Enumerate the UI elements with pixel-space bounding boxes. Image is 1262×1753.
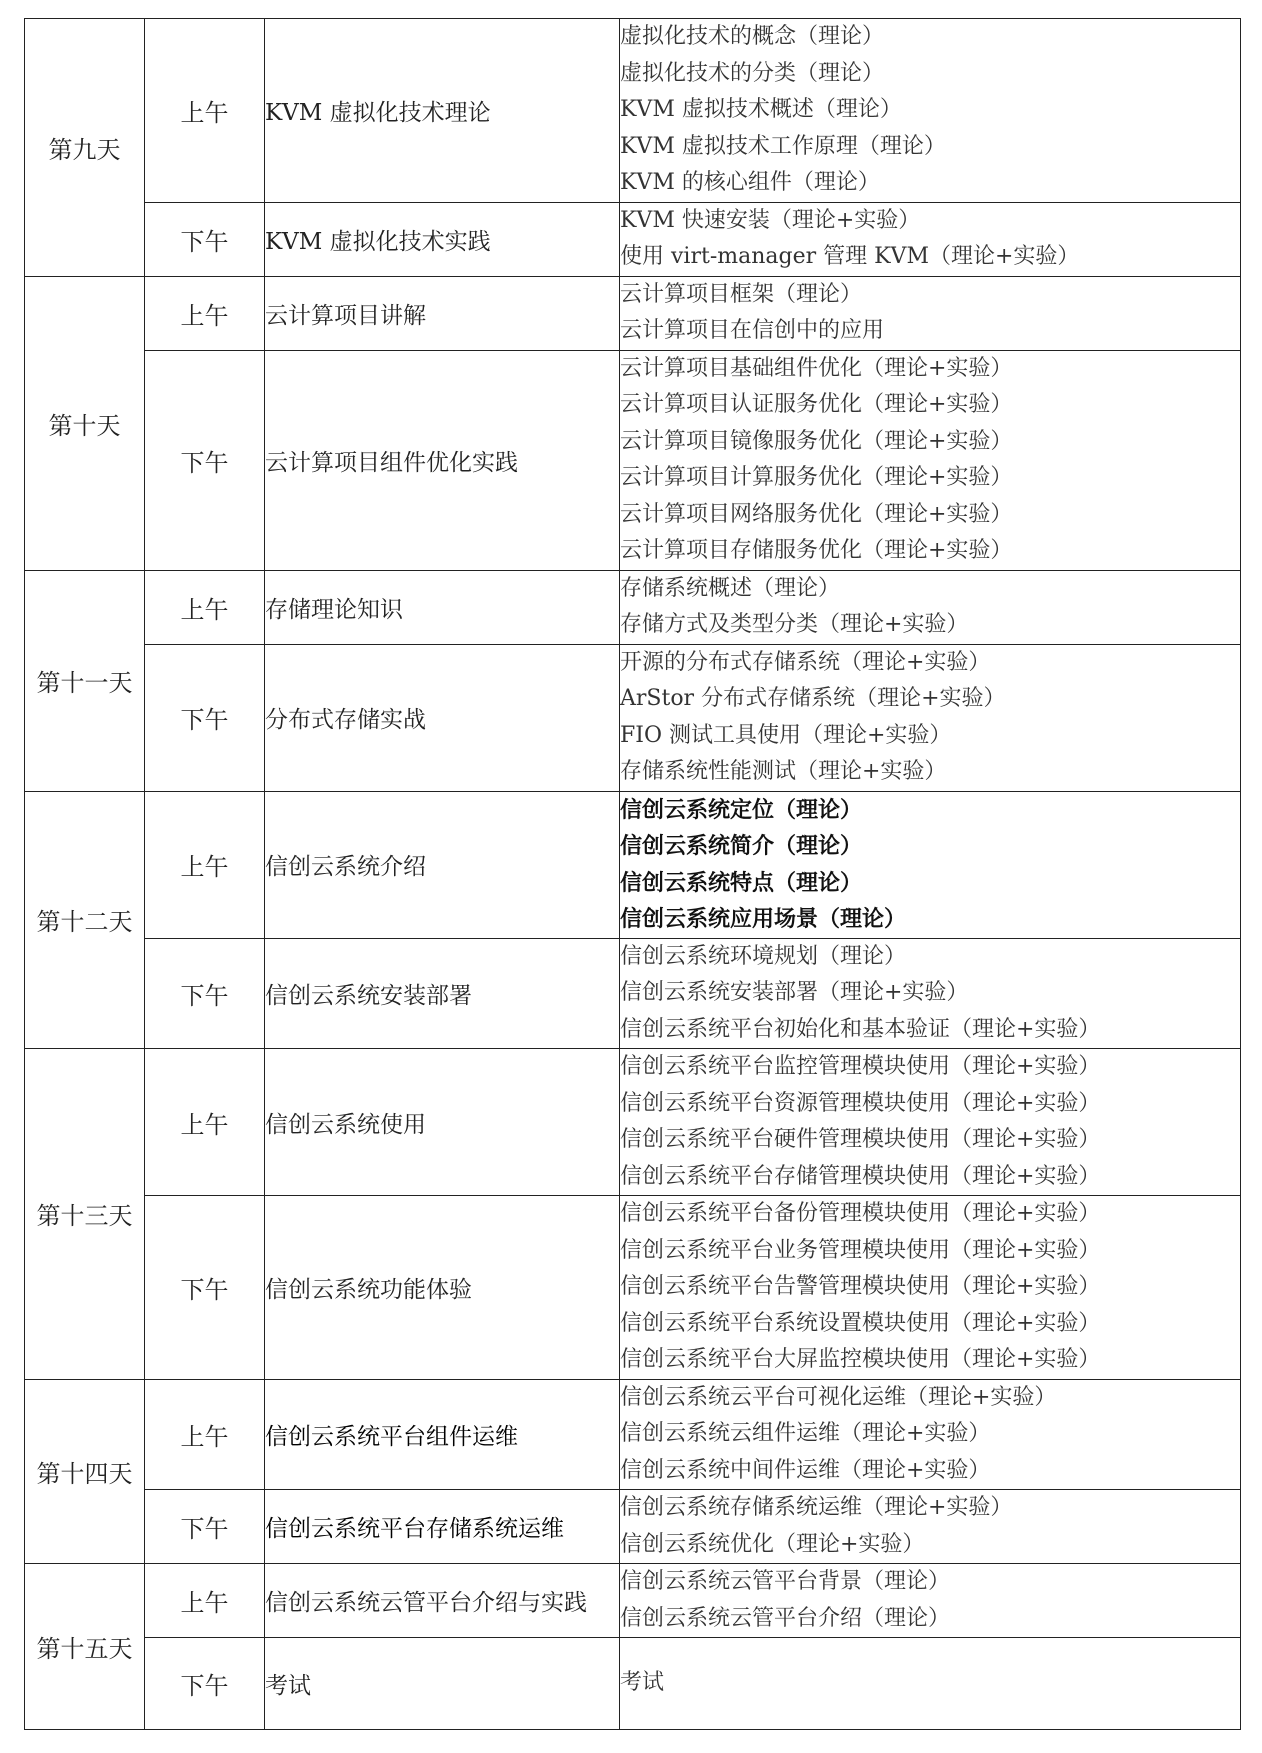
content-item: 信创云系统云管平台介绍（理论） bbox=[620, 1605, 951, 1631]
content-item: 信创云系统平台备份管理模块使用（理论+实验） bbox=[620, 1201, 1101, 1226]
topic-cell: 考试 bbox=[265, 1638, 620, 1730]
period-label: 上午 bbox=[145, 1049, 265, 1196]
content-cell bbox=[620, 1379, 1241, 1490]
content-item: 信创云系统平台监控管理模块使用（理论+实验） bbox=[620, 1054, 1101, 1079]
topic-cell: 信创云系统安装部署 bbox=[265, 938, 620, 1049]
period-label: 下午 bbox=[145, 1490, 265, 1564]
content-item: 信创云系统平台硬件管理模块使用（理论+实验） bbox=[620, 1127, 1101, 1152]
content-cell bbox=[620, 938, 1241, 1049]
content-item: 存储系统性能测试（理论+实验） bbox=[620, 759, 947, 784]
content-item: 信创云系统应用场景（理论） bbox=[620, 906, 907, 932]
content-item: 云计算项目在信创中的应用 bbox=[620, 318, 885, 343]
period-label: 下午 bbox=[145, 350, 265, 570]
content-cell bbox=[620, 570, 1241, 644]
period-label: 下午 bbox=[145, 1196, 265, 1380]
content-item: 云计算项目网络服务优化（理论+实验） bbox=[620, 501, 1013, 527]
content-cell bbox=[620, 644, 1241, 791]
topic-cell: 信创云系统介绍 bbox=[265, 791, 620, 938]
period-label: 上午 bbox=[145, 570, 265, 644]
period-label: 上午 bbox=[145, 791, 265, 938]
schedule-row bbox=[25, 1196, 1241, 1380]
day-label: 第十二天 bbox=[25, 791, 145, 1049]
topic-cell: 云计算项目讲解 bbox=[265, 276, 620, 350]
schedule-row bbox=[25, 644, 1241, 791]
day-label: 第十三天 bbox=[25, 1049, 145, 1380]
schedule-row bbox=[25, 1564, 1241, 1638]
course-schedule-table bbox=[24, 18, 1241, 1730]
content-item: 云计算项目认证服务优化（理论+实验） bbox=[620, 392, 1013, 417]
schedule-row bbox=[25, 276, 1241, 350]
content-item: 云计算项目存储服务优化（理论+实验） bbox=[620, 538, 1013, 563]
content-item: 信创云系统平台系统设置模块使用（理论+实验） bbox=[620, 1310, 1101, 1336]
day-label: 第九天 bbox=[25, 19, 145, 277]
day-label: 第十五天 bbox=[25, 1564, 145, 1730]
period-label: 上午 bbox=[145, 19, 265, 203]
day-label: 第十一天 bbox=[25, 570, 145, 791]
content-item: 信创云系统云管平台背景（理论） bbox=[620, 1569, 951, 1594]
content-item: KVM 虚拟技术工作原理（理论） bbox=[620, 133, 946, 159]
period-label: 下午 bbox=[145, 938, 265, 1049]
content-item: 信创云系统中间件运维（理论+实验） bbox=[620, 1457, 991, 1483]
topic-cell: 信创云系统使用 bbox=[265, 1049, 620, 1196]
schedule-row bbox=[25, 938, 1241, 1049]
content-item: 虚拟化技术的概念（理论） bbox=[620, 24, 885, 49]
content-item: 虚拟化技术的分类（理论） bbox=[620, 60, 885, 86]
content-cell bbox=[620, 276, 1241, 350]
content-item: 信创云系统平台存储管理模块使用（理论+实验） bbox=[620, 1163, 1101, 1189]
content-item: 信创云系统云组件运维（理论+实验） bbox=[620, 1421, 991, 1446]
content-item: 存储系统概述（理论） bbox=[620, 575, 841, 601]
content-item: FIO 测试工具使用（理论+实验） bbox=[620, 722, 952, 748]
period-label: 上午 bbox=[145, 1379, 265, 1490]
content-cell bbox=[620, 1490, 1241, 1564]
topic-cell: 信创云系统平台组件运维 bbox=[265, 1379, 620, 1490]
content-item: 使用 virt-manager 管理 KVM（理论+实验） bbox=[620, 244, 1080, 269]
content-cell bbox=[620, 350, 1241, 570]
content-item: 信创云系统简介（理论） bbox=[620, 833, 863, 859]
content-item: 信创云系统存储系统运维（理论+实验） bbox=[620, 1495, 1013, 1520]
content-cell bbox=[620, 202, 1241, 276]
content-item: 信创云系统优化（理论+实验） bbox=[620, 1531, 925, 1557]
schedule-row bbox=[25, 350, 1241, 570]
content-item: 云计算项目镜像服务优化（理论+实验） bbox=[620, 428, 1013, 454]
schedule-row bbox=[25, 202, 1241, 276]
period-label: 上午 bbox=[145, 276, 265, 350]
day-label: 第十天 bbox=[25, 276, 145, 570]
content-cell bbox=[620, 1638, 1241, 1730]
content-item: 信创云系统平台告警管理模块使用（理论+实验） bbox=[620, 1274, 1101, 1299]
content-cell bbox=[620, 19, 1241, 203]
content-item: 信创云系统平台业务管理模块使用（理论+实验） bbox=[620, 1237, 1101, 1263]
topic-cell: 信创云系统云管平台介绍与实践 bbox=[265, 1564, 620, 1638]
content-item: ArStor 分布式存储系统（理论+实验） bbox=[620, 686, 1006, 711]
topic-cell: 存储理论知识 bbox=[265, 570, 620, 644]
content-cell bbox=[620, 791, 1241, 938]
content-cell bbox=[620, 1196, 1241, 1380]
content-item: 信创云系统安装部署（理论+实验） bbox=[620, 980, 969, 1005]
topic-cell: 云计算项目组件优化实践 bbox=[265, 350, 620, 570]
topic-cell: KVM 虚拟化技术实践 bbox=[265, 202, 620, 276]
content-item: KVM 快速安装（理论+实验） bbox=[620, 207, 921, 233]
schedule-row bbox=[25, 1379, 1241, 1490]
topic-cell: 信创云系统功能体验 bbox=[265, 1196, 620, 1380]
schedule-row bbox=[25, 1049, 1241, 1196]
content-cell bbox=[620, 1564, 1241, 1638]
content-item: 信创云系统云平台可视化运维（理论+实验） bbox=[620, 1384, 1057, 1410]
content-item: 开源的分布式存储系统（理论+实验） bbox=[620, 649, 991, 675]
content-item: 考试 bbox=[620, 1670, 665, 1696]
content-item: KVM 虚拟技术概述（理论） bbox=[620, 97, 902, 122]
content-item: 信创云系统平台初始化和基本验证（理论+实验） bbox=[620, 1016, 1101, 1042]
topic-cell: 分布式存储实战 bbox=[265, 644, 620, 791]
content-item: 信创云系统环境规划（理论） bbox=[620, 943, 907, 969]
schedule-row bbox=[25, 1490, 1241, 1564]
content-item: KVM 的核心组件（理论） bbox=[620, 170, 880, 195]
schedule-row bbox=[25, 570, 1241, 644]
content-item: 信创云系统平台大屏监控模块使用（理论+实验） bbox=[620, 1347, 1101, 1372]
topic-cell: 信创云系统平台存储系统运维 bbox=[265, 1490, 620, 1564]
content-item: 云计算项目基础组件优化（理论+实验） bbox=[620, 355, 1013, 381]
content-item: 信创云系统特点（理论） bbox=[620, 869, 863, 896]
schedule-row bbox=[25, 1638, 1241, 1730]
schedule-body bbox=[25, 19, 1241, 1730]
period-label: 上午 bbox=[145, 1564, 265, 1638]
period-label: 下午 bbox=[145, 644, 265, 791]
content-item: 信创云系统定位（理论） bbox=[620, 796, 863, 823]
topic-cell: KVM 虚拟化技术理论 bbox=[265, 19, 620, 203]
day-label: 第十四天 bbox=[25, 1379, 145, 1564]
schedule-row bbox=[25, 19, 1241, 203]
period-label: 下午 bbox=[145, 202, 265, 276]
content-item: 云计算项目框架（理论） bbox=[620, 281, 863, 307]
content-item: 存储方式及类型分类（理论+实验） bbox=[620, 612, 969, 637]
content-item: 云计算项目计算服务优化（理论+实验） bbox=[620, 465, 1013, 490]
schedule-row bbox=[25, 791, 1241, 938]
period-label: 下午 bbox=[145, 1638, 265, 1730]
content-item: 信创云系统平台资源管理模块使用（理论+实验） bbox=[620, 1090, 1101, 1116]
content-cell bbox=[620, 1049, 1241, 1196]
